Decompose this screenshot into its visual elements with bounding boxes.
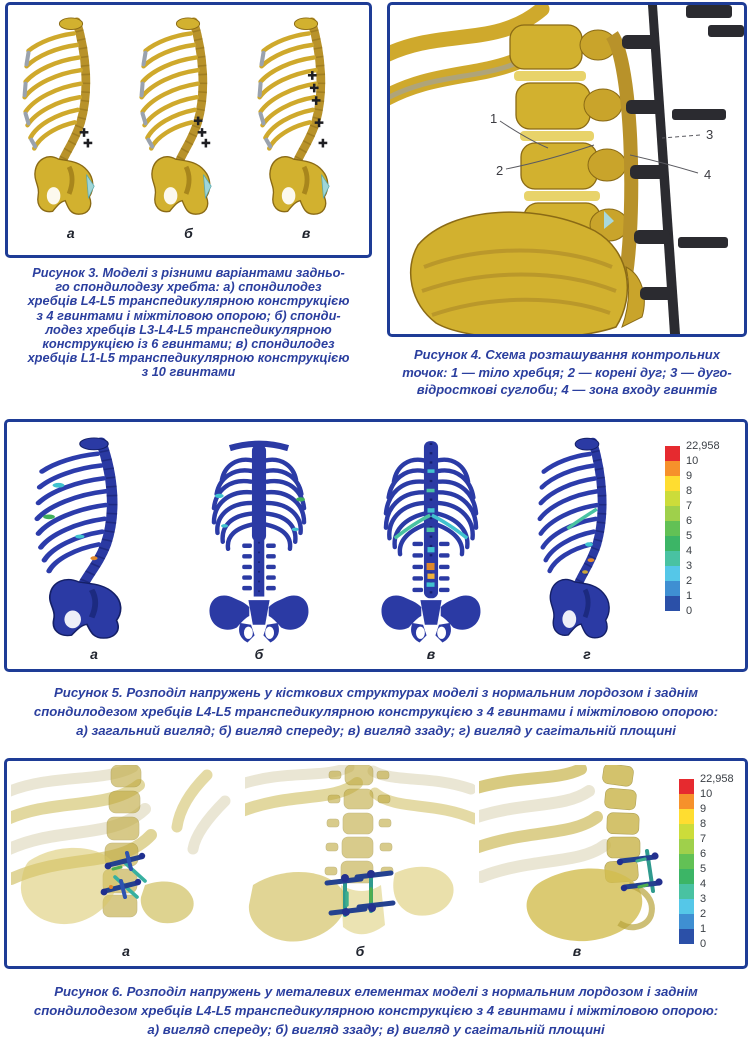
scale-tick-label: 4 [700, 877, 707, 890]
scale-tick-label: 2 [700, 907, 707, 920]
figure3-block [5, 2, 372, 380]
figure3-model-b-image [130, 11, 246, 225]
scale-tick-label: 7 [700, 832, 707, 845]
figure4-image [390, 5, 744, 334]
stress-color-scale [665, 439, 731, 626]
scale-tick-label: 9 [700, 802, 707, 815]
figure6-panel [4, 758, 748, 969]
figure4-point-4: 4 [704, 167, 712, 182]
scale-tick-label: 3 [686, 559, 693, 572]
scale-tick-label: 4 [686, 544, 693, 557]
scale-tick-label: 2 [686, 574, 693, 587]
scale-tick-label: 5 [686, 529, 693, 542]
figure3-model-v [248, 11, 364, 241]
scale-tick-label: 10 [700, 787, 713, 800]
figure4-point-1: 1 [490, 111, 498, 126]
figure5-model-v [353, 434, 509, 662]
scale-tick-label: 0 [686, 604, 693, 617]
figure3-model-v-image [248, 11, 364, 225]
scale-tick-label: 22,958 [686, 439, 720, 452]
scale-tick-label: 6 [700, 847, 707, 860]
scale-tick-label: 1 [700, 922, 707, 935]
figure5-label-a: а [90, 645, 98, 662]
figure5-model-a [23, 434, 165, 662]
figure4-panel [387, 2, 747, 337]
figure6-caption: Рисунок 6. Розподіл напружень у металевих елементах моделі з нормальним лордозом і заднім спондилодезом хребців L4-L5 транспедикулярною конструкцією з 4 гвинтами і міжтіловою опорою: а) вигляд спереду; б) вигляд ззаду; в) вигляд у сагітальній площині [33, 983, 719, 1037]
figure3-model-b [130, 11, 246, 241]
figure4-point-3: 3 [706, 127, 714, 142]
figure5-panel [4, 419, 748, 672]
figure3-caption: Рисунок 3. Моделі з різними варіантами задньо- го спондилодезу хребта: а) спондилодез хребців L4-L5 транспедикулярною конструкцією з 4 гвинтами і міжтіловою опорою; б) спонди- лодез хребців L3-L4-L5 транспедикулярною конструкцією із 6 гвинтами; в) спондилодез хребців L1-L5 транспедикулярною конструкцією з 10 гвинтами [27, 265, 350, 380]
figure3-label-a: а [66, 225, 75, 241]
figure6-label-v: в [572, 942, 582, 959]
figure5-model-v-image [353, 434, 509, 646]
figure3-model-a-image [13, 11, 129, 225]
figure6-view-v [479, 765, 675, 959]
figure3-label-v: в [301, 225, 311, 241]
figure3-label-b: б [184, 225, 193, 241]
figure5-label-b: б [254, 645, 264, 662]
figure6-view-b [245, 765, 475, 959]
figure5-caption: Рисунок 5. Розподіл напружень у кісткових структурах моделі з нормальним лордозом і заднім спондилодезом хребців L4-L5 транспедикулярною конструкцією з 4 гвинтами і міжтіловою опорою: а) загальний вигляд; б) вигляд спереду; в) вигляд ззаду; г) вигляд у сагітальній площині [33, 684, 719, 738]
figure6-view-b-image [245, 765, 475, 943]
figure4-block [387, 2, 747, 399]
top-row [0, 0, 752, 399]
scale-tick-label: 10 [686, 454, 699, 467]
figure6-label-a: а [122, 942, 130, 959]
scale-tick-label: 8 [700, 817, 707, 830]
figure5-label-g: г [583, 645, 591, 662]
scale-tick-label: 22,958 [700, 772, 734, 785]
figure6-label-b: б [355, 942, 365, 959]
figure6-view-a-image [11, 765, 241, 943]
scale-tick-label: 7 [686, 499, 693, 512]
scale-tick-label: 3 [700, 892, 707, 905]
stress-color-scale-2 [679, 772, 745, 959]
scale-tick-label: 0 [700, 937, 707, 950]
figure4-point-2: 2 [496, 163, 504, 178]
scale-tick-label: 8 [686, 484, 693, 497]
figure5-model-g [528, 434, 646, 662]
scale-tick-label: 1 [686, 589, 693, 602]
figure5-model-g-image [528, 434, 646, 646]
figure3-panel [5, 2, 372, 258]
figure5-model-b-image [184, 434, 334, 646]
figure4-caption: Рисунок 4. Схема розташування контрольних точок: 1 — тіло хребця; 2 — корені дуг; 3 — дуго- відросткові суглоби; 4 — зона входу гвинтів [402, 347, 732, 397]
figure5-model-b [184, 434, 334, 662]
scale-bar [679, 779, 694, 944]
scale-tick-label: 5 [700, 862, 707, 875]
figure6-view-a [11, 765, 241, 959]
scale-bar [665, 446, 680, 611]
figure3-model-a [13, 11, 129, 241]
figure5-label-v: в [426, 645, 436, 662]
figure5-model-a-image [23, 434, 165, 646]
scale-tick-label: 9 [686, 469, 693, 482]
figure6-view-v-image [479, 765, 675, 943]
scale-tick-label: 6 [686, 514, 693, 527]
